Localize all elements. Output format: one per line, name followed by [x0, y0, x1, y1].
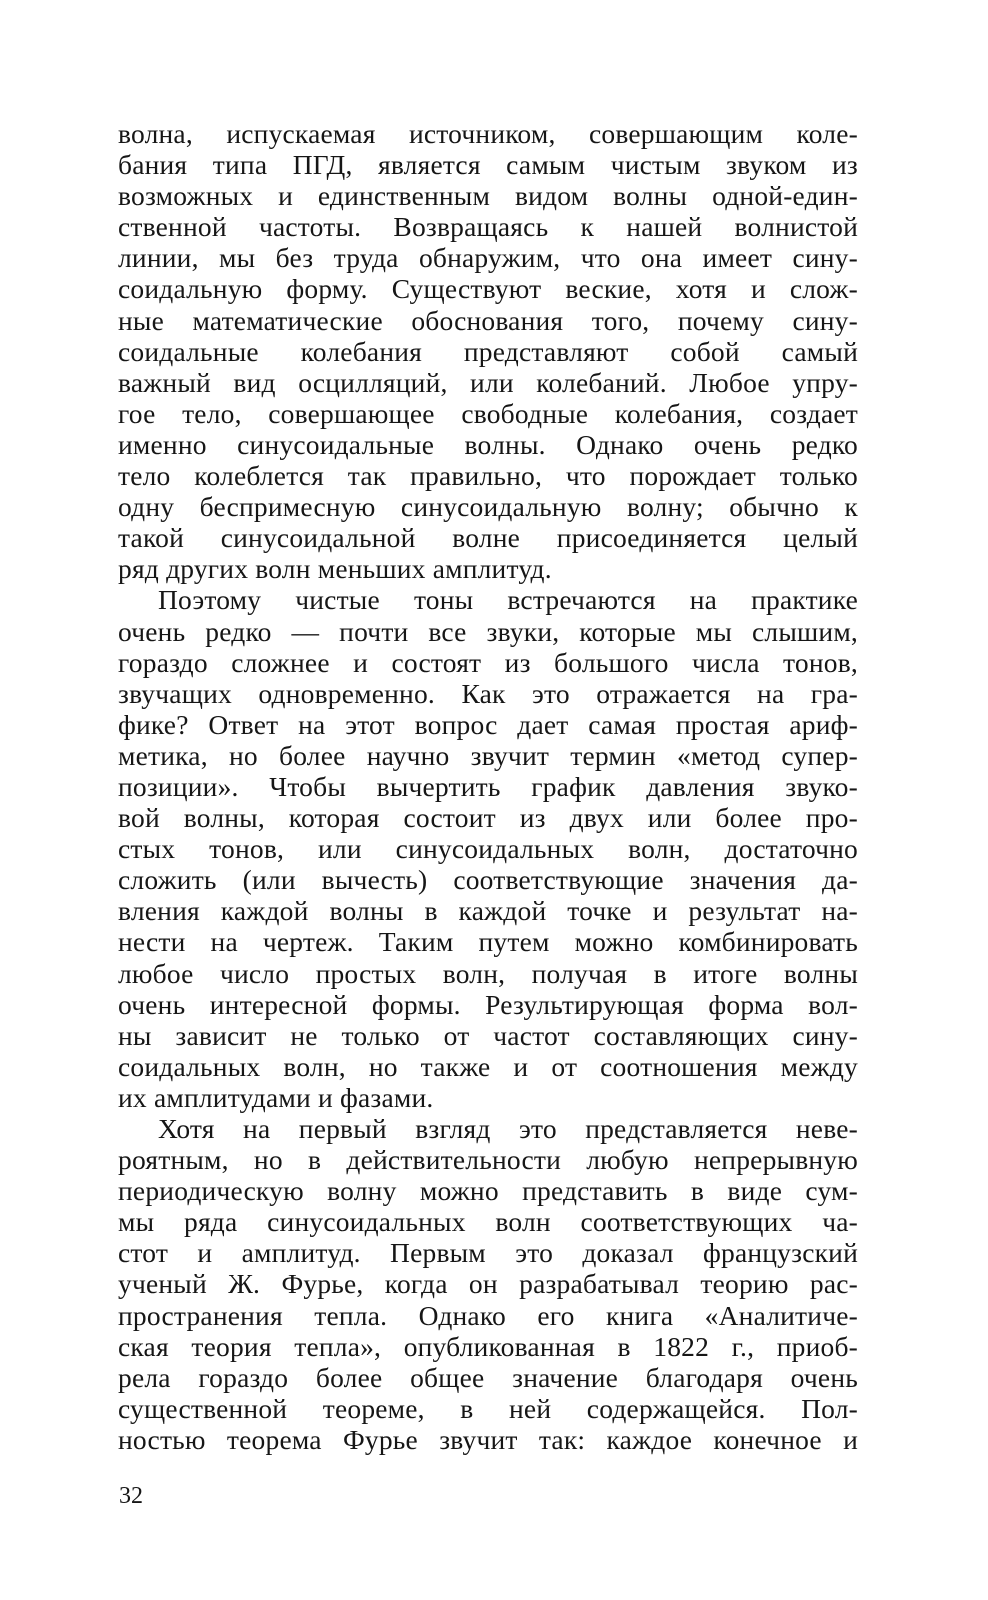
text-line: ственной частоты. Возвращаясь к нашей волнистой	[118, 211, 858, 243]
text-line: возможных и единственным видом волны одной-един-	[118, 180, 858, 212]
text-line: ская теория тепла», опубликованная в 1822 г., приоб-	[118, 1330, 858, 1362]
text-line: звучащих одновременно. Как это отражается на гра-	[118, 677, 858, 709]
text-line: очень редко — почти все звуки, которые мы слышим,	[118, 615, 858, 647]
text-line: вой волны, которая состоит из двух или более про-	[118, 802, 858, 834]
text-line: стых тонов, или синусоидальных волн, достаточно	[118, 833, 858, 865]
text-line: одну беспримесную синусоидальную волну; обычно к	[118, 491, 858, 523]
body-text	[118, 118, 858, 1455]
text-line: соидальные колебания представляют собой самый	[118, 335, 858, 367]
text-line: ностью теорема Фурье звучит так: каждое конечное и	[118, 1423, 858, 1455]
text-line: соидальную форму. Существуют веские, хотя и слож-	[118, 273, 858, 305]
paragraph-end-line: ряд других волн меньших амплитуд.	[118, 553, 552, 585]
paragraph-start-line: Поэтому чистые тоны встречаются на практике	[158, 584, 858, 616]
paragraph-end-line: их амплитудами и фазами.	[118, 1081, 434, 1113]
text-line: стот и амплитуд. Первым это доказал французский	[118, 1237, 858, 1269]
page-number: 32	[119, 1483, 143, 1509]
text-line: любое число простых волн, получая в итоге волны	[118, 957, 858, 989]
text-line: линии, мы без труда обнаружим, что она имеет сину-	[118, 242, 858, 274]
text-line: именно синусоидальные волны. Однако очень редко	[118, 428, 858, 460]
text-line: пространения тепла. Однако его книга «Аналитиче-	[118, 1299, 858, 1331]
text-line: роятным, но в действительности любую непрерывную	[118, 1144, 858, 1176]
text-line: периодическую волну можно представить в виде сум-	[118, 1175, 858, 1207]
text-line: метика, но более научно звучит термин «метод супер-	[118, 739, 858, 771]
text-line: ные математические обоснования того, почему сину-	[118, 304, 858, 336]
text-line: ны зависит не только от частот составляющих сину-	[118, 1019, 858, 1051]
paragraph-start-line: Хотя на первый взгляд это представляется неве-	[158, 1113, 858, 1144]
text-line: соидальных волн, но также и от соотношения между	[118, 1050, 858, 1082]
text-line: волна, испускаемая источником, совершающим коле-	[118, 118, 858, 149]
text-line: гое тело, совершающее свободные колебания, создает	[118, 397, 858, 429]
text-line: очень интересной формы. Результирующая форма вол-	[118, 988, 858, 1020]
text-line: такой синусоидальной волне присоединяется целый	[118, 522, 858, 554]
text-line: гораздо сложнее и состоят из большого числа тонов,	[118, 646, 858, 678]
text-line: позиции». Чтобы вычертить график давления звуко-	[118, 770, 858, 802]
text-line: фике? Ответ на этот вопрос дает самая простая ариф-	[118, 708, 858, 740]
text-line: ученый Ж. Фурье, когда он разрабатывал теорию рас-	[118, 1268, 858, 1300]
text-line: вления каждой волны в каждой точке и результат на-	[118, 895, 858, 927]
text-line: нести на чертеж. Таким путем можно комбинировать	[118, 926, 858, 958]
text-line: существенной теореме, в ней содержащейся. Пол-	[118, 1392, 858, 1424]
text-line: тело колеблется так правильно, что порождает только	[118, 460, 858, 492]
text-line: сложить (или вычесть) соответствующие значения да-	[118, 864, 858, 896]
text-line: мы ряда синусоидальных волн соответствующих ча-	[118, 1206, 858, 1238]
text-line: важный вид осцилляций, или колебаний. Любое упру-	[118, 366, 858, 398]
text-line: рела гораздо более общее значение благодаря очень	[118, 1361, 858, 1393]
text-line: бания типа ПГД, является самым чистым звуком из	[118, 149, 858, 181]
